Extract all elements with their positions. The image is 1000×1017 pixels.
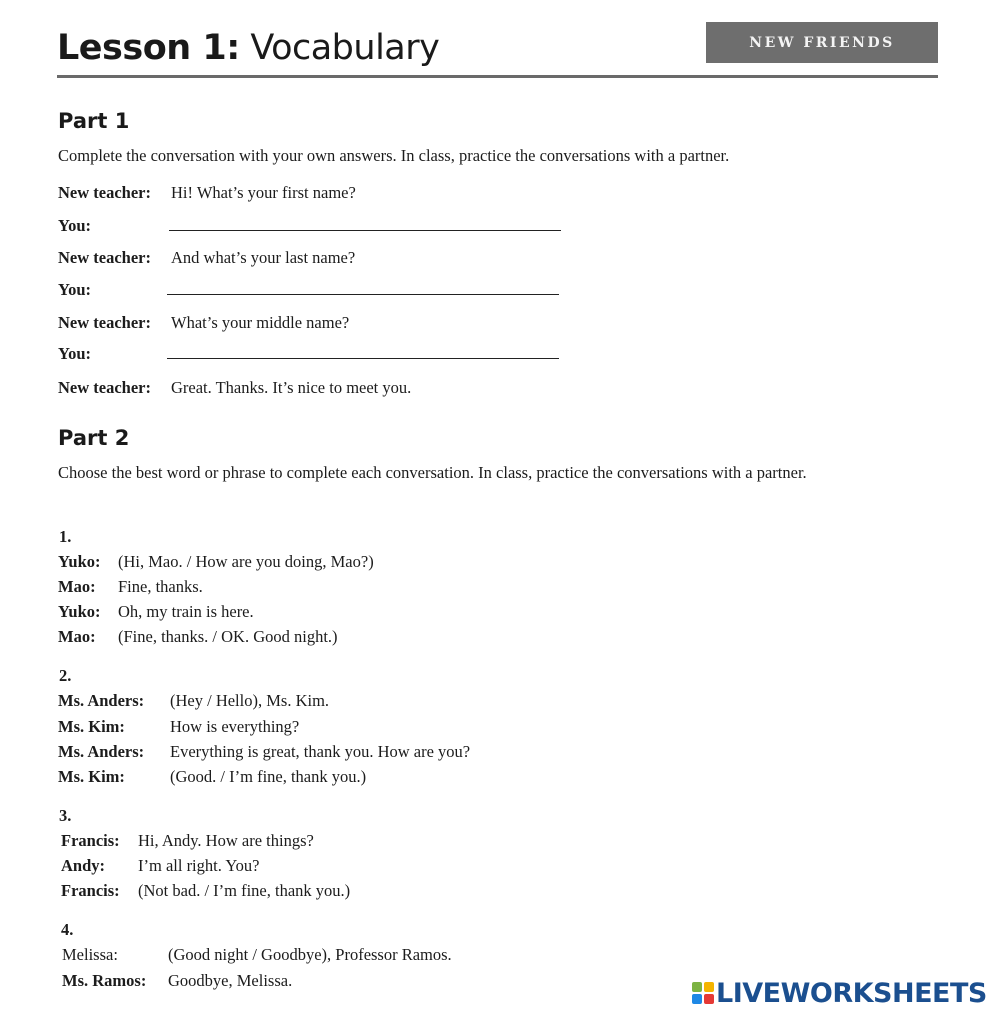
speaker-label: Francis:: [61, 831, 120, 850]
part1-instructions: Complete the conversation with your own answers. In class, practice the conversations with a partner.: [58, 146, 730, 165]
dialogue-text: I’m all right. You?: [138, 856, 260, 875]
speaker-label: New teacher:: [58, 183, 151, 202]
speaker-label: You:: [58, 280, 92, 299]
dialogue-text: How is everything?: [170, 717, 300, 736]
speaker-label: Ms. Anders:: [58, 742, 145, 761]
conversation-number: 2.: [59, 666, 72, 685]
speaker-label: Yuko:: [58, 552, 101, 571]
dialogue-text: Fine, thanks.: [118, 577, 203, 596]
speaker-label: New teacher:: [58, 378, 151, 397]
speaker-label: New teacher:: [58, 313, 151, 332]
title-lesson: Lesson 1:: [57, 28, 240, 68]
title-topic: Vocabulary: [250, 28, 440, 68]
dialogue-text: And what’s your last name?: [171, 248, 356, 267]
speaker-label: Ms. Anders:: [58, 691, 145, 710]
unit-badge: NEW FRIENDS: [706, 22, 938, 63]
logo-square: [704, 994, 714, 1004]
speaker-label: Ms. Kim:: [58, 717, 125, 736]
dialogue-text: Great. Thanks. It’s nice to meet you.: [171, 378, 412, 397]
speaker-label: Mao:: [58, 627, 96, 646]
dialogue-text: Everything is great, thank you. How are you?: [170, 742, 471, 761]
part2-heading: Part 2: [58, 426, 130, 450]
speaker-label: Ms. Kim:: [58, 767, 125, 786]
page-title: [57, 28, 439, 68]
conversation-number: 4.: [61, 920, 74, 939]
answer-blank-last-name[interactable]: [167, 294, 559, 295]
liveworksheets-wordmark: LIVEWORKSHEETS: [716, 977, 987, 1009]
speaker-label: Melissa:: [62, 945, 118, 964]
dialogue-text: What’s your middle name?: [171, 313, 350, 332]
dialogue-choice[interactable]: (Good night / Goodbye), Professor Ramos.: [168, 945, 452, 964]
logo-square: [704, 982, 714, 992]
part1-heading: Part 1: [58, 109, 130, 133]
dialogue-text: Goodbye, Melissa.: [168, 971, 293, 990]
dialogue-choice[interactable]: (Good. / I’m fine, thank you.): [170, 767, 367, 786]
dialogue-text: Hi, Andy. How are things?: [138, 831, 314, 850]
speaker-label: Andy:: [61, 856, 106, 875]
logo-square: [692, 994, 702, 1004]
dialogue-choice[interactable]: (Hey / Hello), Ms. Kim.: [170, 691, 330, 710]
liveworksheets-mark-icon: [692, 982, 714, 1004]
dialogue-text: Oh, my train is here.: [118, 602, 254, 621]
part2-instructions: Choose the best word or phrase to complete each conversation. In class, practice the conversations with a partner.: [58, 463, 807, 482]
speaker-label: New teacher:: [58, 248, 151, 267]
dialogue-choice[interactable]: (Hi, Mao. / How are you doing, Mao?): [118, 552, 374, 571]
conversation-number: 1.: [59, 527, 72, 546]
dialogue-choice[interactable]: (Not bad. / I’m fine, thank you.): [138, 881, 351, 900]
dialogue-text: Hi! What’s your first name?: [171, 183, 356, 202]
speaker-label: Mao:: [58, 577, 96, 596]
speaker-label: You:: [58, 216, 92, 235]
header-rule: [57, 75, 938, 78]
speaker-label: Yuko:: [58, 602, 101, 621]
dialogue-choice[interactable]: (Fine, thanks. / OK. Good night.): [118, 627, 338, 646]
answer-blank-first-name[interactable]: [169, 230, 561, 231]
logo-square: [692, 982, 702, 992]
speaker-label: Francis:: [61, 881, 120, 900]
liveworksheets-logo: [692, 978, 987, 1008]
speaker-label: Ms. Ramos:: [62, 971, 147, 990]
speaker-label: You:: [58, 344, 92, 363]
answer-blank-middle-name[interactable]: [167, 358, 559, 359]
conversation-number: 3.: [59, 806, 72, 825]
